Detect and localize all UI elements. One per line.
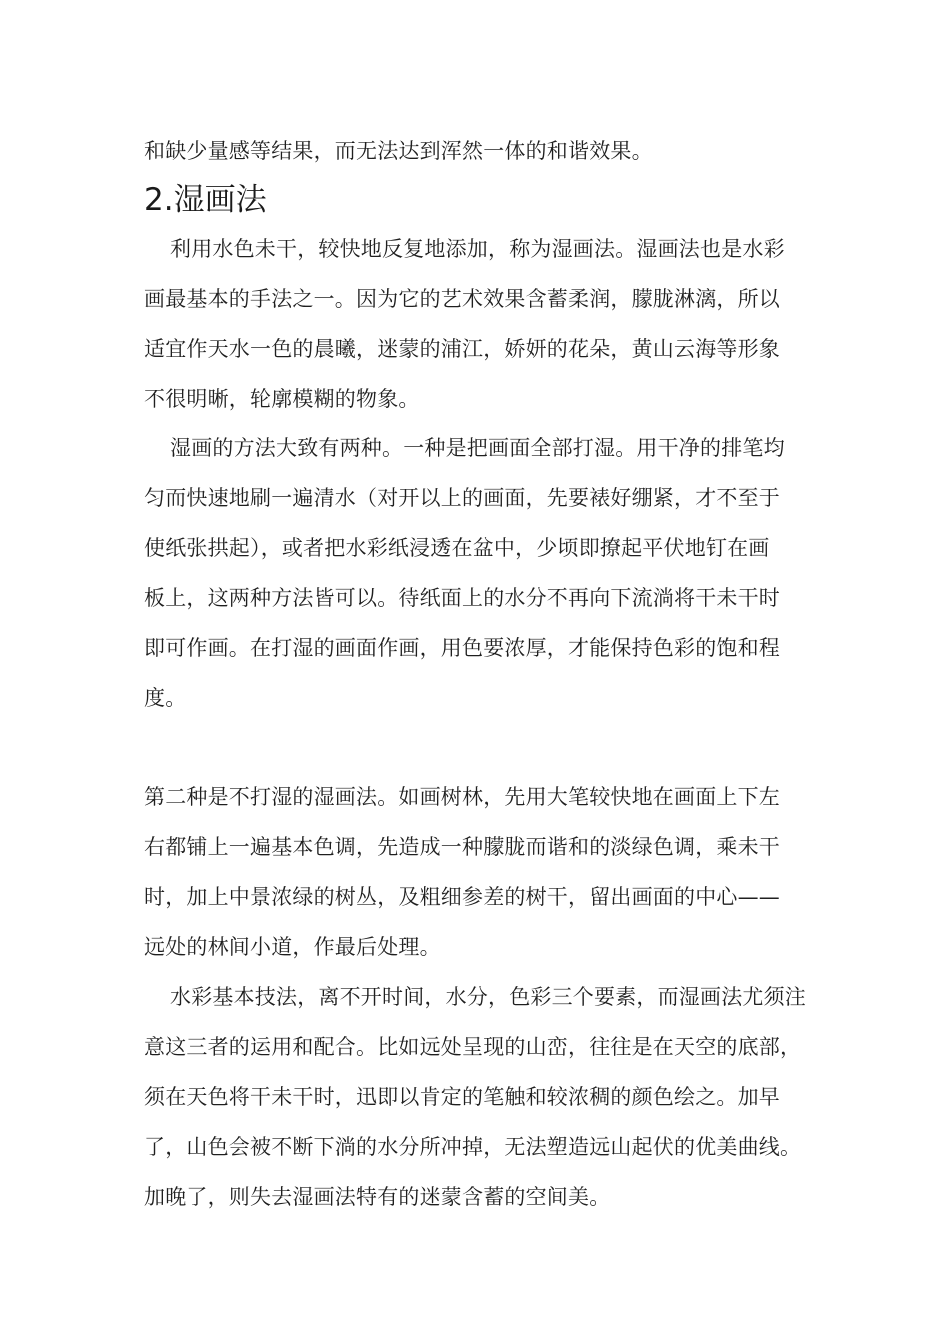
paragraph-line: 加晚了，则失去湿画法特有的迷蒙含蓄的空间美。 <box>144 1185 611 1209</box>
paragraph-line: 度。 <box>144 686 187 710</box>
paragraph-line: 不很明晰，轮廓模糊的物象。 <box>144 387 420 411</box>
paragraph-line: 画最基本的手法之一。因为它的艺术效果含蓄柔润，朦胧淋漓，所以 <box>144 287 780 311</box>
paragraph-line: 适宜作天水一色的晨曦，迷蒙的浦江，娇妍的花朵，黄山云海等形象 <box>144 337 780 361</box>
paragraph-line: 了，山色会被不断下淌的水分所冲掉，无法塑造远山起伏的优美曲线。 <box>144 1135 802 1159</box>
paragraph-line: 时，加上中景浓绿的树丛，及粗细参差的树干，留出画面的中心—— <box>144 885 780 909</box>
carryover-line: 和缺少量感等结果，而无法达到浑然一体的和谐效果。 <box>144 139 653 163</box>
paragraph-line: 水彩基本技法，离不开时间，水分，色彩三个要素，而湿画法尤须注 <box>170 985 806 1009</box>
section-heading: 2.湿画法 <box>144 182 267 218</box>
paragraph-line: 利用水色未干，较快地反复地添加，称为湿画法。湿画法也是水彩 <box>170 237 785 261</box>
paragraph-line: 右都铺上一遍基本色调，先造成一种朦胧而谐和的淡绿色调，乘未干 <box>144 835 780 859</box>
paragraph-line: 匀而快速地刷一遍清水（对开以上的画面，先要裱好绷紧，才不至于 <box>144 486 780 510</box>
paragraph-line: 湿画的方法大致有两种。一种是把画面全部打湿。用干净的排笔均 <box>170 436 785 460</box>
paragraph-line: 须在天色将干未干时，迅即以肯定的笔触和较浓稠的颜色绘之。加早 <box>144 1085 780 1109</box>
paragraph-line: 意这三者的运用和配合。比如远处呈现的山峦，往往是在天空的底部， <box>144 1035 802 1059</box>
paragraph-line: 板上，这两种方法皆可以。待纸面上的水分不再向下流淌将干未干时 <box>144 586 780 610</box>
paragraph-line: 第二种是不打湿的湿画法。如画树林，先用大笔较快地在画面上下左 <box>144 785 780 809</box>
paragraph-line: 即可作画。在打湿的画面作画，用色要浓厚，才能保持色彩的饱和程 <box>144 636 780 660</box>
paragraph-line: 远处的林间小道，作最后处理。 <box>144 935 441 959</box>
paragraph-line: 使纸张拱起），或者把水彩纸浸透在盆中，少顷即撩起平伏地钉在画 <box>144 536 770 560</box>
